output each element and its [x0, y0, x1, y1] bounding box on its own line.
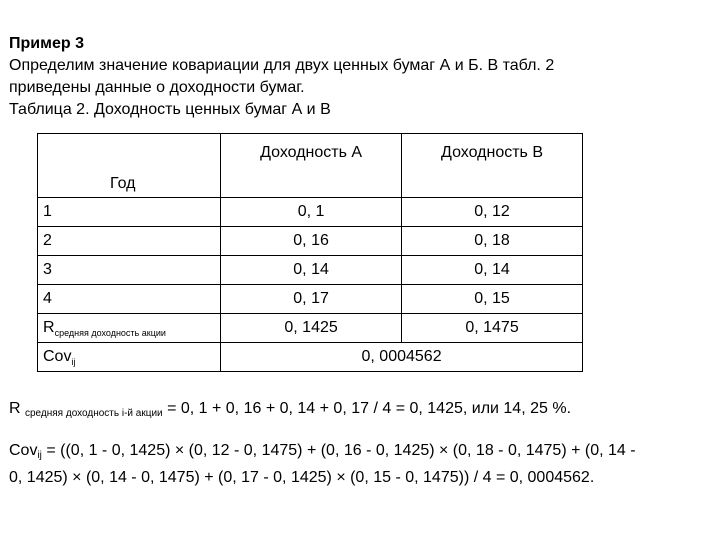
table-row: [38, 227, 583, 256]
mean-return-row: [38, 314, 583, 343]
cell-year: 4: [38, 285, 221, 314]
cell-year: 1: [38, 198, 221, 227]
intro-line-2: приведены данные о доходности бумаг.: [9, 79, 305, 96]
mean-return-b: 0, 1475: [402, 314, 583, 343]
table-row: [38, 256, 583, 285]
mean-return-label: $R_{средняя доходность акции}$: [38, 314, 221, 343]
covariance-formula: Covij = ((0, 1 - 0, 1425) × (0, 12 - 0, 1475) + (0, 16 - 0, 1425) × (0, 18 - 0, 1475) + (0, 14 - 0, 1425) × (0, 14 - 0, 1475) + (0, 17 - 0, 1425) × (0, 15 - 0, 1475)) / 4 = 0, 0004562.: [9, 442, 636, 486]
covariance-value: 0, 0004562: [221, 343, 583, 372]
table-header-row: [38, 134, 583, 198]
header-return-a: Доходность А: [221, 134, 402, 198]
mean-return-formula: R средняя доходность i-й акции = 0, 1 + 0, 16 + 0, 14 + 0, 17 / 4 = 0, 1425, или 14, 25 %.: [9, 400, 572, 419]
covariance-row: [38, 343, 583, 372]
cell-return-a: 0, 16: [221, 227, 402, 256]
mean-return-a: 0, 1425: [221, 314, 402, 343]
table-row: [38, 198, 583, 227]
table-caption: Таблица 2. Доходность ценных бумаг А и В: [9, 101, 331, 118]
cell-return-a: 0, 14: [221, 256, 402, 285]
cell-return-b: 0, 18: [402, 227, 583, 256]
table-row: [38, 285, 583, 314]
intro-text: [9, 33, 554, 121]
header-return-b: Доходность В: [402, 134, 583, 198]
cell-year: 2: [38, 227, 221, 256]
header-year: Год: [38, 134, 221, 198]
cell-year: 3: [38, 256, 221, 285]
cell-return-b: 0, 14: [402, 256, 583, 285]
intro-line-1: Определим значение ковариации для двух ценных бумаг А и Б. В табл. 2: [9, 57, 555, 74]
cell-return-a: 0, 1: [221, 198, 402, 227]
cell-return-a: 0, 17: [221, 285, 402, 314]
cell-return-b: 0, 15: [402, 285, 583, 314]
cell-return-b: 0, 12: [402, 198, 583, 227]
example-title: Пример 3: [9, 35, 84, 52]
covariance-label: Cov$_{ij}$: [38, 343, 221, 372]
returns-table: [37, 133, 583, 372]
